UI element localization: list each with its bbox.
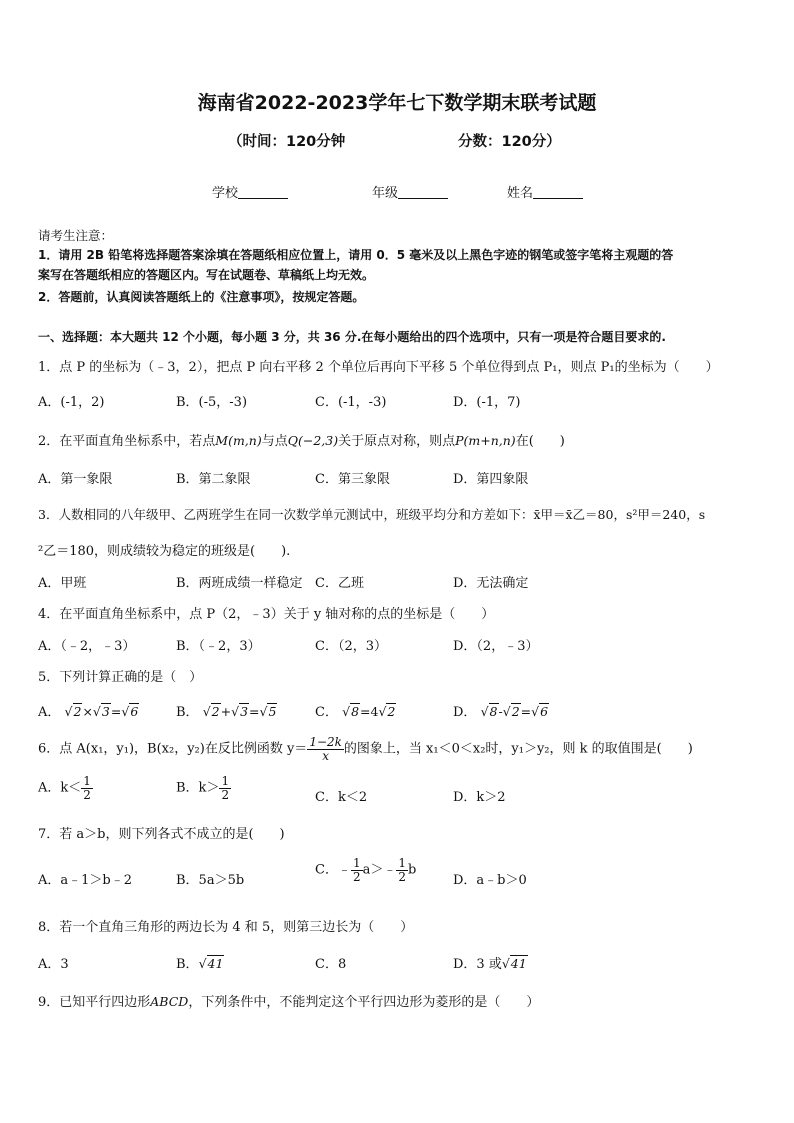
q6-option-c: C．k＜2 [315,790,368,805]
q4-option-a: A．（﹣2，﹣3） [38,639,136,654]
q8-d-radicand: 41 [510,956,527,971]
question-7: 7．若 a＞b，则下列各式不成立的是( ) [38,827,285,842]
q2-math-m: M(m,n) [215,433,262,448]
q2-option-b: B．第二象限 [176,472,251,487]
question-9 [38,991,539,1010]
q4-option-c: C．（2，3） [315,639,387,654]
q2-option-d: D．第四象限 [453,472,529,487]
grade-label: 年级 [372,186,399,201]
q5-option-b [176,701,277,720]
notice-line2: 2．答题前，认真阅读答题纸上的《注意事项》，按规定答题。 [38,290,365,304]
q4-option-b: B．（﹣2，3） [176,639,261,654]
q5-c-formula: √8=4√2 [342,704,396,719]
q6-text-post: 的图象上，当 x₁＜0＜x₂时，y₁＞y₂，则 k 的取值围是( ) [343,741,693,757]
q7-c-post: b [408,862,417,878]
question-4: 4．在平面直角坐标系中，点 P（2，﹣3）关于 y 轴对称的点的坐标是（ ） [38,607,495,622]
q8-option-d [453,953,528,972]
question-2 [38,430,565,449]
q7-c-fraction1 [351,857,363,883]
q3-option-a: A．甲班 [38,576,87,591]
q2-text-pre: 2．在平面直角坐标系中，若点 [38,434,216,449]
grade-field [372,182,448,201]
q6-option-d: D．k＞2 [453,790,506,805]
q7-c-label: C．﹣ [315,862,351,878]
q6-text-pre: 6．点 A(x₁，y₁)，B(x₂，y₂)在反比例函数 y＝ [38,741,308,757]
question-6 [38,736,693,762]
q6-a-den: 2 [83,787,91,802]
question-3-line2: ²乙＝180，则成绩较为稳定的班级是( ). [38,544,291,559]
notice-line1a: 1．请用 2B 铅笔将选择题答案涂填在答题纸相应位置上，请用 0．5 毫米及以上黑色字迹的钢笔或签字笔将主观题的答 [38,248,674,262]
q2-math-p: P(m+n,n) [455,433,516,448]
q1-option-b: B．(-5，-3) [176,395,248,410]
q8-b-label: B． [176,957,199,972]
q7-c-den1: 2 [352,869,361,884]
q1-option-a: A．(-1，2) [38,395,105,410]
section-heading: 一、选择题：本大题共 12 个小题，每小题 3 分，共 36 分.在每小题给出的四个选项中，只有一项是符合题目要求的. [38,330,666,344]
name-label: 姓名 [507,186,534,201]
school-blank [238,184,288,199]
question-5: 5．下列计算正确的是（ ） [38,670,203,685]
q6-a-fraction [81,775,93,801]
q5-b-label: B． [176,705,199,720]
question-8: 8．若一个直角三角形的两边长为 4 和 5，则第三边长为（ ） [38,920,414,935]
question-3-line1: 3．人数相同的八年级甲、乙两班学生在同一次数学单元测试中，班级平均分和方差如下：x̄甲＝x̄乙＝80，s²甲＝240，s [38,507,706,522]
q5-a-formula: √2×√3=√6 [64,704,139,719]
q1-option-d: D．(-1，7) [453,395,521,410]
exam-score: 分数：120分） [458,134,561,150]
name-blank [533,184,583,199]
q6-b-num: 1 [221,774,230,788]
q9-math-abcd: ABCD [150,994,189,1009]
q7-option-b: B．5a＞5b [176,873,245,888]
q4-option-d: D．（2，﹣3） [453,639,539,654]
q8-b-sqrt: √41 [198,956,224,971]
q8-d-label: D．3 或 [453,957,502,972]
q6-option-b [176,775,231,801]
q7-c-fraction2 [396,857,408,883]
q8-option-c: C．8 [315,957,347,972]
q9-text-pre: 9．已知平行四边形 [38,995,151,1010]
q8-b-radicand: 41 [207,956,224,971]
q1-option-c: C．(-1，-3) [315,395,387,410]
name-field [507,182,583,201]
q6-fraction [307,736,344,762]
school-field [212,182,288,201]
q6-a-num: 1 [83,774,91,788]
q6-b-den: 2 [221,787,230,802]
notice-heading: 请考生注意： [38,228,114,243]
q8-option-b [176,953,224,972]
q5-a-label: A． [38,705,61,720]
q7-option-a: A．a﹣1＞b﹣2 [38,873,133,888]
q2-math-q: Q(−2,3) [287,433,339,448]
q7-c-mid: a＞﹣ [362,862,397,878]
q5-d-formula: √8-√2=√6 [480,704,549,719]
q5-option-c [315,701,396,720]
q5-b-formula: √2+√3=√5 [202,704,277,719]
q7-c-num1: 1 [352,856,361,870]
exam-time: （时间：120分钟 [228,134,346,150]
page-title: 海南省2022-2023学年七下数学期末联考试题 [197,92,597,114]
q6-b-fraction [219,775,231,801]
q2-text-mid1: 与点 [261,434,288,449]
q6-fraction-den: x [322,748,329,763]
q6-b-label: B．k＞ [176,780,220,796]
q9-text-post: ，下列条件中，不能判定这个平行四边形为菱形的是（ ） [188,995,540,1010]
q8-d-sqrt: √41 [501,956,527,971]
school-label: 学校 [212,186,239,201]
q8-option-a: A．3 [38,957,69,972]
q2-text-post: 在( ) [515,434,565,449]
q6-fraction-num: 1−2k [309,735,342,749]
q5-option-d [453,701,549,720]
q2-text-mid2: 关于原点对称，则点 [338,434,456,449]
q7-option-c [315,857,416,883]
q6-option-a [38,775,93,801]
q7-c-den2: 2 [398,869,406,884]
q5-option-a [38,701,139,720]
notice-line1b: 案写在答题纸相应的答题区内。写在试题卷、草稿纸上均无效。 [38,268,375,282]
q5-d-label: D． [453,705,477,720]
q3-option-c: C．乙班 [315,576,364,591]
grade-blank [398,184,448,199]
question-1: 1．点 P 的坐标为（﹣3，2），把点 P 向右平移 2 个单位后再向下平移 5 个单位得到点 P₁，则点 P₁的坐标为（ ） [38,360,719,375]
q3-option-b: B．两班成绩一样稳定 [176,576,303,591]
q7-c-num2: 1 [398,856,406,870]
q7-option-d: D．a﹣b＞0 [453,873,527,888]
q5-c-label: C． [315,705,338,720]
q3-option-d: D．无法确定 [453,576,529,591]
q6-a-label: A．k＜ [38,780,82,796]
q2-option-a: A．第一象限 [38,472,113,487]
q2-option-c: C．第三象限 [315,472,390,487]
